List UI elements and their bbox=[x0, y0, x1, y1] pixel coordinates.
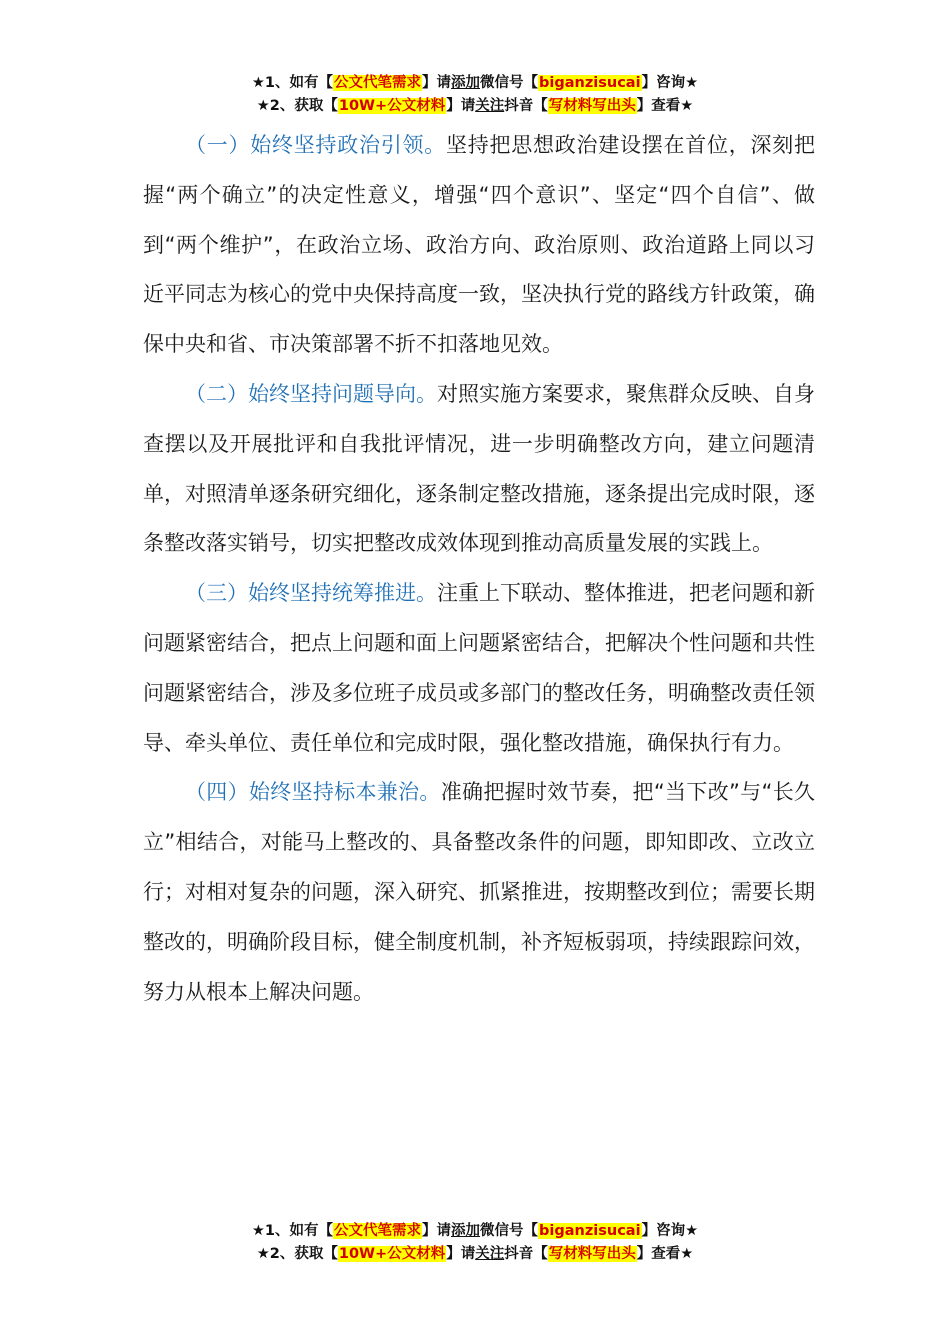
highlight-materials: 10W+公文材料 bbox=[338, 1246, 446, 1262]
paragraph-heading: （四）始终坚持标本兼治。 bbox=[185, 780, 441, 805]
paragraph-heading: （三）始终坚持统筹推进。 bbox=[185, 581, 437, 606]
paragraph-3 bbox=[143, 569, 815, 768]
paragraph-1 bbox=[143, 121, 815, 370]
highlight-wechat-id: biganzisucai bbox=[539, 1223, 641, 1239]
paragraph-text: 准确把握时效节奏，把“当下改”与“长久立”相结合，对能马上整改的、具备整改条件的问题，即知即改、立改立行；对相对复杂的问题，深入研究、抓紧推进，按期整改到位；需要长期整改的，明确阶段目标，健全制度机制，补齐短板弱项，持续跟踪问效，努力从根本上解决问题。 bbox=[143, 780, 816, 1004]
highlight-wechat-id: biganzisucai bbox=[539, 75, 641, 91]
paragraph-heading: （二）始终坚持问题导向。 bbox=[185, 381, 437, 406]
paragraph-heading: （一）始终坚持政治引领。 bbox=[185, 133, 446, 157]
paragraph-text: 坚持把思想政治建设摆在首位，深刻把握“两个确立”的决定性意义，增强“四个意识”、坚定“四个自信”、做到“两个维护”，在政治立场、政治方向、政治原则、政治道路上同以习近平同志为核心的党中央保持高度一致，坚决执行党的路线方针政策，确保中央和省、市决策部署不折不扣落地见效。 bbox=[143, 133, 815, 357]
paragraph-4 bbox=[143, 768, 815, 1017]
highlight-service: 公文代笔需求 bbox=[334, 1223, 422, 1239]
highlight-douyin-account: 写材料写出头 bbox=[548, 98, 636, 114]
highlight-douyin-account: 写材料写出头 bbox=[548, 1246, 636, 1262]
highlight-service: 公文代笔需求 bbox=[334, 75, 422, 91]
paragraph-text: 注重上下联动、整体推进，把老问题和新问题紧密结合，把点上问题和面上问题紧密结合，把解决个性问题和共性问题紧密结合，涉及多位班子成员或多部门的整改任务，明确整改责任领导、牵头单位、责任单位和完成时限，强化整改措施，确保执行有力。 bbox=[143, 581, 815, 755]
banner-line-1: ★1、如有【公文代笔需求】请添加微信号【biganzisucai】咨询★ bbox=[251, 1223, 699, 1239]
highlight-materials: 10W+公文材料 bbox=[338, 98, 446, 114]
banner-line-2: ★2、获取【10W+公文材料】请关注抖音【写材料写出头】查看★ bbox=[256, 1246, 694, 1262]
banner-line-2: ★2、获取【10W+公文材料】请关注抖音【写材料写出头】查看★ bbox=[256, 98, 694, 114]
banner-line-1: ★1、如有【公文代笔需求】请添加微信号【biganzisucai】咨询★ bbox=[251, 75, 699, 91]
footer-banner bbox=[0, 1220, 950, 1266]
paragraph-2 bbox=[143, 370, 815, 569]
document-body bbox=[143, 121, 815, 1017]
paragraph-text: 对照实施方案要求，聚焦群众反映、自身查摆以及开展批评和自我批评情况，进一步明确整改方向，建立问题清单，对照清单逐条研究细化，逐条制定整改措施，逐条提出完成时限，逐条整改落实销号，切实把整改成效体现到推动高质量发展的实践上。 bbox=[143, 381, 815, 556]
header-banner bbox=[0, 72, 950, 118]
